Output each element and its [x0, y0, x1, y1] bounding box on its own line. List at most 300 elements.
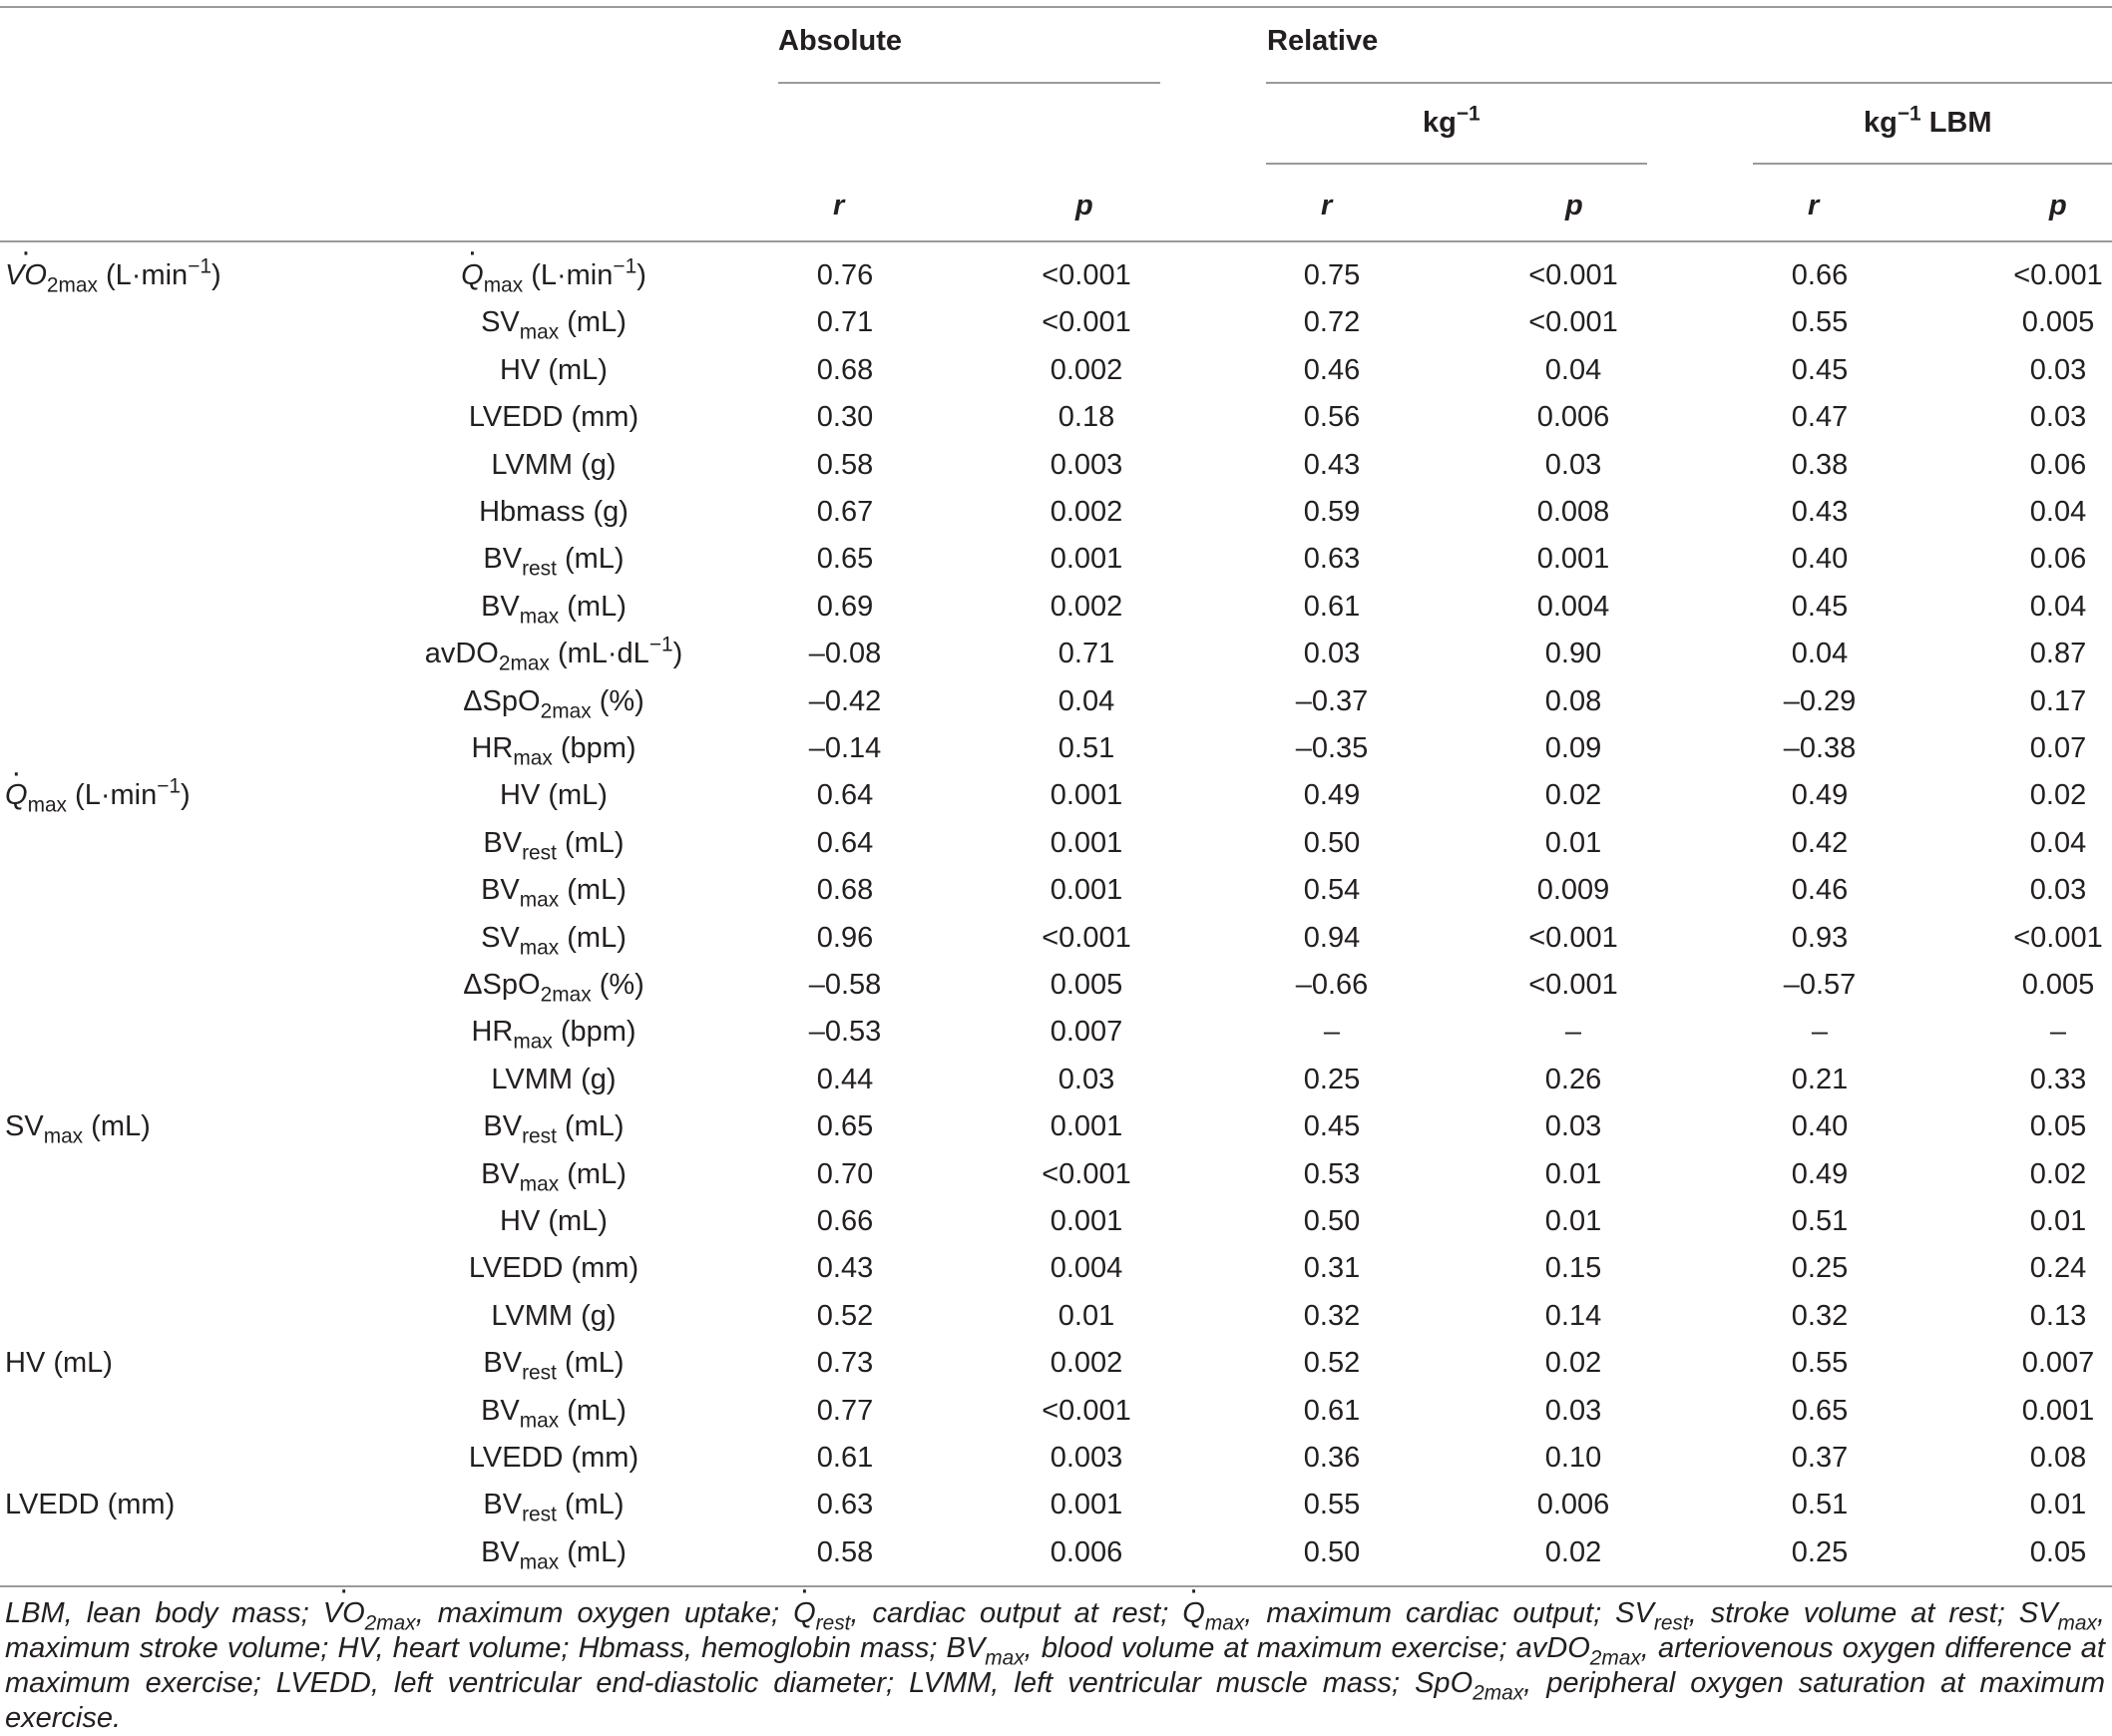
relative-rule: [1266, 82, 2112, 84]
cell-r-lbm: 0.51: [1791, 1205, 1849, 1237]
cell-p-absolute: 0.01: [1057, 1299, 1115, 1332]
cell-p-absolute: 0.71: [1057, 638, 1115, 670]
label-main: BV: [483, 826, 523, 859]
cell-r-kg: 0.45: [1303, 1110, 1361, 1143]
cell-r-absolute: 0.67: [816, 496, 874, 528]
label-subscript: max: [519, 1550, 560, 1574]
cell-r-kg: 0.32: [1303, 1299, 1361, 1332]
cell-p-absolute: 0.004: [1050, 1252, 1123, 1285]
label-main: HV (mL): [500, 353, 608, 386]
row-variable-label: [369, 1060, 738, 1099]
row-variable-label: [369, 870, 738, 910]
row-variable-label: [369, 492, 738, 532]
cell-r-absolute: 0.76: [816, 259, 874, 291]
label-main: SV: [5, 1110, 44, 1143]
row-variable-label: [369, 587, 738, 627]
label-subscript: max: [519, 320, 560, 344]
cell-p-absolute: 0.002: [1050, 353, 1123, 386]
cell-r-lbm: 0.93: [1791, 921, 1849, 954]
cell-r-absolute: 0.65: [816, 1110, 874, 1143]
cell-p-absolute: 0.03: [1057, 1063, 1115, 1095]
cell-r-absolute: 0.64: [816, 826, 874, 859]
cell-r-absolute: –0.08: [808, 638, 882, 670]
row-variable-label: [369, 823, 738, 863]
cell-p-lbm: 0.08: [2029, 1442, 2087, 1474]
label-unit: (mL): [556, 1110, 625, 1143]
cell-p-kg: 0.03: [1544, 1394, 1602, 1427]
top-rule: [0, 6, 2112, 8]
header-p-kg: p: [1565, 190, 1583, 221]
cell-p-kg: 0.03: [1544, 1110, 1602, 1143]
cell-r-kg: 0.94: [1303, 921, 1361, 954]
cell-p-kg: 0.01: [1544, 826, 1602, 859]
cell-p-kg: 0.006: [1536, 401, 1610, 434]
cell-p-lbm: 0.02: [2029, 1157, 2087, 1190]
cell-p-absolute: 0.001: [1050, 874, 1123, 907]
cell-r-lbm: 0.40: [1791, 1110, 1849, 1143]
cell-r-kg: 0.72: [1303, 306, 1361, 339]
label-superscript: −1: [188, 254, 211, 278]
cell-p-kg: 0.004: [1536, 590, 1610, 623]
label-subscript: max: [519, 935, 560, 959]
cell-r-lbm: 0.65: [1791, 1394, 1849, 1427]
cell-p-kg: 0.008: [1536, 496, 1610, 528]
label-subscript: 2max: [540, 983, 592, 1007]
cell-p-kg: 0.006: [1536, 1489, 1610, 1521]
label-subscript: max: [519, 605, 560, 629]
label-main: LVEDD (mm): [468, 1442, 639, 1474]
row-variable-label: [369, 397, 738, 437]
cell-p-kg: 0.02: [1544, 779, 1602, 812]
kg-lbm-rule: [1753, 163, 2112, 165]
label-main: ΔSpO: [463, 969, 541, 1001]
label-unit: (bpm): [552, 1016, 636, 1049]
cell-r-absolute: 0.96: [816, 921, 874, 954]
cell-r-absolute: –0.53: [808, 1016, 882, 1049]
cell-p-kg: 0.001: [1536, 543, 1610, 576]
row-variable-label: [369, 634, 738, 673]
cell-r-lbm: 0.66: [1791, 259, 1849, 291]
cell-p-kg: 0.09: [1544, 732, 1602, 764]
label-subscript: 2max: [498, 651, 550, 675]
footnote-subscript: max: [985, 1646, 1025, 1670]
cell-r-absolute: 0.68: [816, 353, 874, 386]
cell-r-lbm: 0.25: [1791, 1252, 1849, 1285]
cell-p-lbm: 0.06: [2029, 448, 2087, 481]
label-unit: (mL): [559, 874, 627, 907]
cell-p-lbm: 0.87: [2029, 638, 2087, 670]
cell-r-absolute: 0.52: [816, 1299, 874, 1332]
cell-r-kg: 0.36: [1303, 1442, 1361, 1474]
cell-p-lbm: 0.03: [2029, 874, 2087, 907]
cell-r-absolute: 0.44: [816, 1063, 874, 1095]
cell-r-absolute: 0.66: [816, 1205, 874, 1237]
label-unit: (mL): [559, 1157, 627, 1190]
cell-r-absolute: 0.73: [816, 1347, 874, 1380]
cell-r-kg: –0.35: [1295, 732, 1369, 764]
footnote-text: , maximum oxygen uptake;: [415, 1597, 794, 1629]
cell-p-kg: <0.001: [1528, 969, 1618, 1001]
label-main: SV: [481, 921, 520, 954]
label-main: LVEDD (mm): [468, 401, 639, 434]
cell-r-absolute: 0.65: [816, 543, 874, 576]
cell-r-lbm: 0.40: [1791, 543, 1849, 576]
cell-r-absolute: –0.58: [808, 969, 882, 1001]
footnote-text: , cardiac output at rest;: [850, 1597, 1183, 1629]
label-subscript: rest: [522, 841, 557, 865]
cell-p-lbm: 0.01: [2029, 1489, 2087, 1521]
cell-p-lbm: 0.03: [2029, 401, 2087, 434]
cell-r-absolute: –0.42: [808, 684, 882, 717]
label-main: · Q: [461, 255, 484, 295]
label-main: LVMM (g): [491, 1299, 617, 1332]
footnote-text: , maximum cardiac output; SV: [1244, 1597, 1654, 1629]
cell-r-kg: 0.25: [1303, 1063, 1361, 1095]
row-group-label: [5, 1343, 113, 1383]
row-variable-label: [369, 302, 738, 342]
header-r-kg: r: [1321, 190, 1333, 221]
row-group-label: [5, 1485, 175, 1524]
row-variable-label: [369, 539, 738, 579]
absolute-rule: [778, 82, 1160, 84]
cell-r-kg: 0.50: [1303, 826, 1361, 859]
label-main: BV: [483, 543, 523, 576]
cell-p-lbm: 0.05: [2029, 1535, 2087, 1568]
header-relative: Relative: [1267, 25, 1379, 57]
cell-r-kg: 0.03: [1303, 638, 1361, 670]
cell-r-lbm: 0.51: [1791, 1489, 1849, 1521]
header-kg-lbm: [1864, 103, 1992, 143]
label-main: HV (mL): [500, 779, 608, 812]
label-unit: (mL): [559, 1394, 627, 1427]
cell-r-lbm: 0.46: [1791, 874, 1849, 907]
cell-r-kg: 0.56: [1303, 401, 1361, 434]
cell-r-absolute: 0.61: [816, 1442, 874, 1474]
header-kg-exp: −1: [1456, 102, 1480, 126]
cell-r-lbm: –0.29: [1783, 684, 1857, 717]
cell-r-absolute: 0.69: [816, 590, 874, 623]
row-variable-label: [369, 1154, 738, 1194]
label-close: ): [672, 638, 683, 670]
cell-p-kg: 0.15: [1544, 1252, 1602, 1285]
footnote-text: , peripheral oxygen saturation at maximum exercise.: [5, 1667, 2105, 1734]
cell-p-absolute: 0.001: [1050, 826, 1123, 859]
label-main: BV: [481, 590, 520, 623]
cell-p-lbm: 0.005: [2021, 306, 2095, 339]
cell-r-absolute: 0.58: [816, 1535, 874, 1568]
label-subscript: max: [519, 1171, 560, 1195]
cell-p-lbm: 0.02: [2029, 779, 2087, 812]
cell-r-absolute: 0.77: [816, 1394, 874, 1427]
footnote-text: · Q: [1182, 1596, 1205, 1631]
footnote-subscript: 2max: [1473, 1681, 1524, 1705]
cell-p-absolute: 0.001: [1050, 543, 1123, 576]
cell-r-lbm: 0.49: [1791, 1157, 1849, 1190]
label-main: BV: [483, 1347, 523, 1380]
cell-p-kg: <0.001: [1528, 259, 1618, 291]
row-variable-label: [369, 918, 738, 958]
cell-p-absolute: 0.003: [1050, 448, 1123, 481]
cell-p-kg: <0.001: [1528, 306, 1618, 339]
cell-r-kg: 0.75: [1303, 259, 1361, 291]
label-subscript: 2max: [540, 698, 592, 722]
label-unit: (mL): [556, 1347, 625, 1380]
cell-r-kg: 0.50: [1303, 1535, 1361, 1568]
row-variable-label: [369, 445, 738, 485]
cell-p-kg: –: [1564, 1016, 1582, 1049]
label-superscript: −1: [157, 774, 182, 798]
label-main: · Q: [5, 775, 28, 815]
cell-p-absolute: 0.04: [1057, 684, 1115, 717]
row-variable-label: [369, 1106, 738, 1146]
row-variable-label: [369, 1296, 738, 1336]
cell-p-lbm: 0.04: [2029, 590, 2087, 623]
label-main: · VO: [5, 255, 47, 295]
label-unit: (mL): [556, 1489, 625, 1521]
row-variable-label: [369, 1248, 738, 1288]
row-variable-label: [369, 350, 738, 390]
label-superscript: −1: [648, 633, 673, 656]
cell-p-kg: 0.14: [1544, 1299, 1602, 1332]
label-unit: (mL): [559, 306, 627, 339]
row-variable-label: [369, 1012, 738, 1052]
label-subscript: rest: [522, 1361, 557, 1385]
cell-p-absolute: 0.001: [1050, 1489, 1123, 1521]
cell-p-kg: 0.009: [1536, 874, 1610, 907]
cell-r-absolute: 0.70: [816, 1157, 874, 1190]
cell-r-kg: 0.53: [1303, 1157, 1361, 1190]
footnote-subscript: max: [1204, 1611, 1245, 1635]
cell-p-absolute: 0.001: [1050, 1205, 1123, 1237]
label-main: BV: [481, 1535, 520, 1568]
cell-p-absolute: 0.002: [1050, 496, 1123, 528]
label-unit: (mL·dL: [549, 638, 649, 670]
label-main: LVMM (g): [491, 1063, 617, 1095]
label-main: HV (mL): [5, 1347, 113, 1380]
row-variable-label: [369, 1391, 738, 1431]
label-close: ): [181, 779, 191, 812]
footnote-text: , maximum stroke volume; HV, heart volume; Hbmass, hemoglobin mass; BV: [5, 1597, 2105, 1664]
label-main: LVMM (g): [491, 448, 617, 481]
cell-p-lbm: 0.33: [2029, 1063, 2087, 1095]
cell-p-absolute: 0.003: [1050, 1442, 1123, 1474]
cell-r-absolute: –0.14: [808, 732, 882, 764]
cell-r-kg: 0.59: [1303, 496, 1361, 528]
label-close: ): [211, 259, 221, 291]
cell-r-lbm: 0.55: [1791, 1347, 1849, 1380]
label-unit: (mL): [559, 1535, 627, 1568]
row-variable-label: [369, 1532, 738, 1572]
header-absolute: Absolute: [778, 25, 903, 57]
footnote-text: · VO: [323, 1596, 365, 1631]
label-unit: (mL): [556, 826, 625, 859]
cell-p-absolute: <0.001: [1042, 1394, 1131, 1427]
cell-r-lbm: 0.55: [1791, 306, 1849, 339]
cell-r-lbm: 0.43: [1791, 496, 1849, 528]
label-main: HR: [471, 732, 514, 764]
cell-p-kg: 0.90: [1544, 638, 1602, 670]
footnote-subscript: rest: [815, 1611, 851, 1635]
footnote-text: , stroke volume at rest; SV: [1688, 1597, 2058, 1629]
label-subscript: max: [483, 273, 524, 297]
cell-r-lbm: 0.47: [1791, 401, 1849, 434]
cell-p-kg: 0.03: [1544, 448, 1602, 481]
row-variable-label: [369, 965, 738, 1005]
cell-r-kg: 0.61: [1303, 1394, 1361, 1427]
label-subscript: rest: [522, 557, 557, 581]
cell-p-absolute: 0.005: [1050, 969, 1123, 1001]
cell-r-kg: –0.66: [1295, 969, 1369, 1001]
footnote-subscript: rest: [1653, 1611, 1689, 1635]
label-close: ): [636, 259, 646, 291]
row-variable-label: [369, 255, 738, 295]
cell-p-absolute: <0.001: [1042, 259, 1131, 291]
cell-r-lbm: 0.38: [1791, 448, 1849, 481]
cell-p-absolute: 0.002: [1050, 1347, 1123, 1380]
cell-p-lbm: 0.05: [2029, 1110, 2087, 1143]
header-kg-lbm-exp: −1: [1897, 102, 1921, 126]
cell-p-lbm: 0.001: [2021, 1394, 2095, 1427]
row-group-label: [5, 775, 191, 815]
footnote-text: · Q: [793, 1596, 816, 1631]
cell-p-kg: 0.02: [1544, 1535, 1602, 1568]
cell-r-kg: 0.43: [1303, 448, 1361, 481]
label-main: HR: [471, 1016, 514, 1049]
label-subscript: max: [513, 1030, 553, 1054]
row-variable-label: [369, 1438, 738, 1478]
cell-r-kg: 0.61: [1303, 590, 1361, 623]
label-main: Hbmass (g): [479, 496, 629, 528]
cell-p-kg: 0.08: [1544, 684, 1602, 717]
cell-r-absolute: 0.68: [816, 874, 874, 907]
cell-r-kg: 0.52: [1303, 1347, 1361, 1380]
label-main: BV: [481, 1394, 520, 1427]
cell-r-lbm: –0.38: [1783, 732, 1857, 764]
header-kg-lbm-suffix: LBM: [1920, 107, 1992, 139]
header-p-lbm: p: [2049, 190, 2067, 221]
cell-p-lbm: 0.13: [2029, 1299, 2087, 1332]
cell-p-lbm: 0.04: [2029, 496, 2087, 528]
label-subscript: rest: [522, 1124, 557, 1148]
cell-p-lbm: <0.001: [2013, 259, 2103, 291]
label-unit: (mL): [556, 543, 625, 576]
label-main: LVEDD (mm): [5, 1489, 176, 1521]
cell-p-lbm: <0.001: [2013, 921, 2103, 954]
cell-p-kg: 0.01: [1544, 1205, 1602, 1237]
cell-p-lbm: 0.06: [2029, 543, 2087, 576]
label-subscript: max: [43, 1124, 84, 1148]
cell-p-kg: <0.001: [1528, 921, 1618, 954]
cell-r-lbm: 0.32: [1791, 1299, 1849, 1332]
cell-r-absolute: 0.71: [816, 306, 874, 339]
cell-p-absolute: 0.001: [1050, 1110, 1123, 1143]
label-unit: (%): [591, 969, 644, 1001]
row-variable-label: [369, 728, 738, 768]
row-variable-label: [369, 775, 738, 815]
cell-r-lbm: 0.04: [1791, 638, 1849, 670]
label-main: BV: [483, 1110, 523, 1143]
cell-p-absolute: 0.002: [1050, 590, 1123, 623]
label-subscript: max: [519, 1408, 560, 1432]
label-unit: (%): [591, 684, 644, 717]
cell-p-lbm: 0.01: [2029, 1205, 2087, 1237]
cell-p-absolute: 0.18: [1057, 401, 1115, 434]
header-bottom-rule: [0, 240, 2112, 242]
label-unit: (mL): [559, 590, 627, 623]
header-r-lbm: r: [1808, 190, 1820, 221]
label-unit: (mL): [83, 1110, 151, 1143]
cell-p-lbm: 0.03: [2029, 353, 2087, 386]
label-unit: (L·min: [523, 259, 614, 291]
label-superscript: −1: [613, 254, 637, 278]
cell-r-lbm: 0.49: [1791, 779, 1849, 812]
row-variable-label: [369, 681, 738, 721]
cell-r-kg: 0.46: [1303, 353, 1361, 386]
footnote-text: , blood volume at maximum exercise; avDO: [1024, 1632, 1590, 1664]
cell-r-kg: 0.63: [1303, 543, 1361, 576]
cell-p-kg: 0.10: [1544, 1442, 1602, 1474]
cell-p-absolute: <0.001: [1042, 306, 1131, 339]
cell-p-lbm: 0.07: [2029, 732, 2087, 764]
cell-p-absolute: <0.001: [1042, 1157, 1131, 1190]
cell-r-lbm: 0.45: [1791, 590, 1849, 623]
label-unit: (L·min: [97, 259, 189, 291]
label-main: BV: [483, 1489, 523, 1521]
cell-p-kg: 0.01: [1544, 1157, 1602, 1190]
table-footnote: [5, 1596, 2105, 1736]
cell-r-lbm: 0.21: [1791, 1063, 1849, 1095]
label-main: HV (mL): [500, 1205, 608, 1237]
cell-p-absolute: <0.001: [1042, 921, 1131, 954]
label-unit: (mL): [559, 921, 627, 954]
cell-r-lbm: –: [1811, 1016, 1829, 1049]
cell-r-lbm: 0.42: [1791, 826, 1849, 859]
cell-r-kg: 0.54: [1303, 874, 1361, 907]
label-main: BV: [481, 1157, 520, 1190]
row-group-label: [5, 1106, 151, 1146]
header-r-absolute: r: [833, 190, 845, 221]
label-unit: (L·min: [67, 779, 158, 812]
label-main: ΔSpO: [463, 684, 541, 717]
cell-p-absolute: 0.001: [1050, 779, 1123, 812]
cell-r-lbm: 0.25: [1791, 1535, 1849, 1568]
cell-p-absolute: 0.006: [1050, 1535, 1123, 1568]
cell-r-kg: –0.37: [1295, 684, 1369, 717]
kg-rule: [1266, 163, 1647, 165]
cell-p-lbm: 0.17: [2029, 684, 2087, 717]
label-main: avDO: [424, 638, 499, 670]
header-kg-text: kg: [1423, 107, 1457, 139]
footnote-text: LBM, lean body mass;: [5, 1597, 323, 1629]
cell-r-absolute: 0.63: [816, 1489, 874, 1521]
header-kg-lbm-text: kg: [1864, 107, 1898, 139]
row-variable-label: [369, 1485, 738, 1524]
cell-p-lbm: 0.24: [2029, 1252, 2087, 1285]
cell-p-lbm: 0.007: [2021, 1347, 2095, 1380]
cell-p-kg: 0.26: [1544, 1063, 1602, 1095]
footnote-subscript: 2max: [364, 1611, 416, 1635]
cell-p-absolute: 0.51: [1057, 732, 1115, 764]
bottom-rule: [0, 1585, 2112, 1587]
cell-p-lbm: 0.04: [2029, 826, 2087, 859]
cell-p-kg: 0.02: [1544, 1347, 1602, 1380]
label-main: BV: [481, 874, 520, 907]
cell-r-lbm: –0.57: [1783, 969, 1857, 1001]
label-subscript: max: [513, 746, 553, 770]
row-group-label: [5, 255, 221, 295]
cell-r-kg: 0.50: [1303, 1205, 1361, 1237]
cell-p-kg: 0.04: [1544, 353, 1602, 386]
